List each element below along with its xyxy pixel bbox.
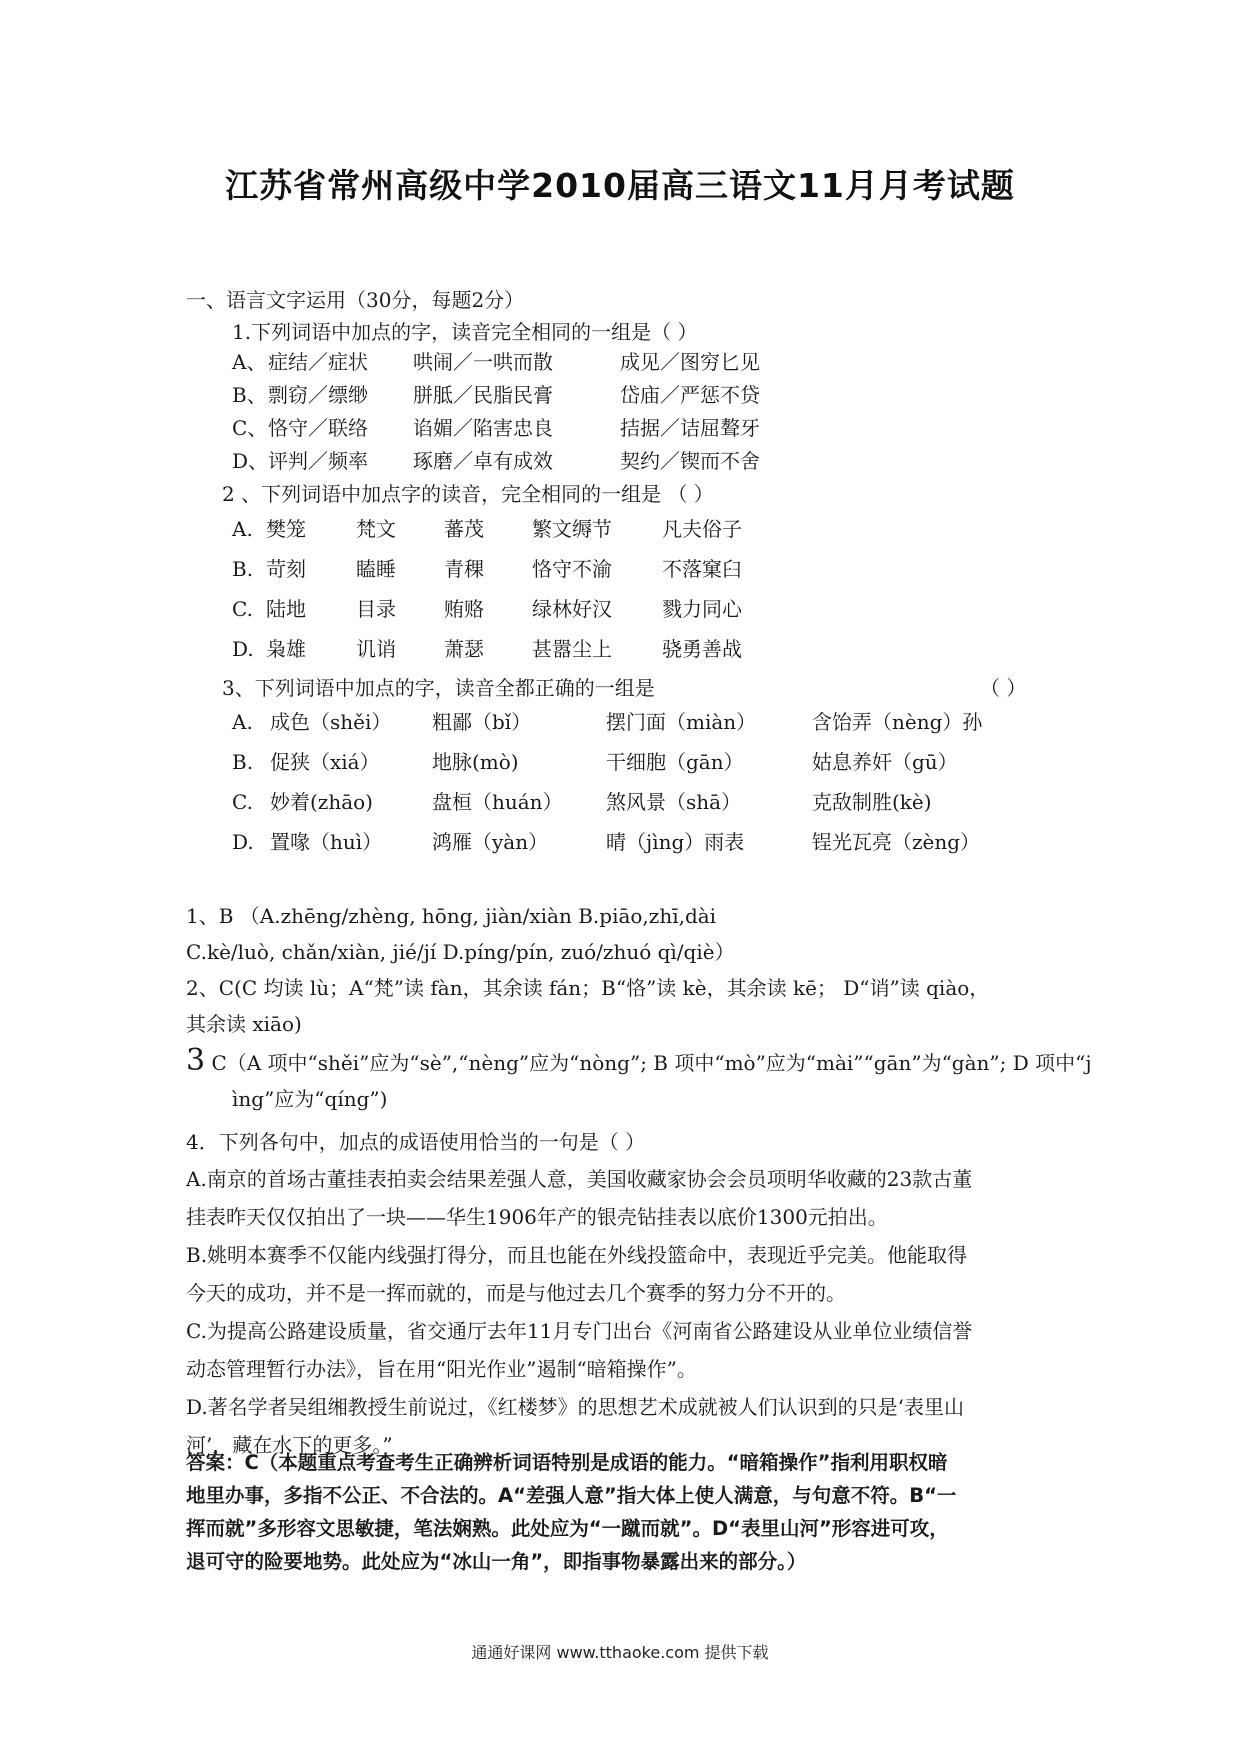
q3-option-c-item4: 克敌制胜(kè) [812, 790, 932, 814]
q4-options [186, 1160, 1066, 1464]
q2-option-a-item4: 繁文缛节 [532, 517, 612, 541]
q4-option-d-line1: D.著名学者吴组缃教授生前说过，《红楼梦》的思想艺术成就被人们认识到的只是‘表里山 [186, 1395, 965, 1419]
answer-1-line2: C.kè/luò, chǎn/xiàn, jié/jí D.píng/pín, zuó/zhuó qì/qiè） [186, 940, 735, 964]
q3-option-a-item3: 摆门面（miàn） [606, 710, 757, 734]
section-heading: 一、语言文字运用（30分，每题2分） [186, 288, 525, 312]
q3-option-b-letter: B. [232, 750, 254, 774]
answer-2-line2: 其余读 xiāo) [186, 1012, 302, 1036]
answer-3-line2: ìng”应为“qíng”) [232, 1087, 388, 1111]
q2-option-b-letter: B. [232, 557, 254, 581]
q2-option-a-letter: A. [232, 517, 253, 541]
q1-option-d-item3: 契约／锲而不舍 [620, 449, 760, 473]
q4-answer-line1: 答案：C（本题重点考查考生正确辨析词语特别是成语的能力。“暗箱操作”指利用职权暗 [186, 1451, 948, 1474]
q4-option-a-line1: A.南京的首场古董挂表拍卖会结果差强人意，美国收藏家协会会员项明华收藏的23款古董 [186, 1167, 973, 1191]
q1-option-a-item2: 哄闹／一哄而散 [413, 350, 553, 374]
q3-option-a-letter: A. [232, 710, 253, 734]
q4-answer-line4: 退可守的险要地势。此处应为“冰山一角”，即指事物暴露出来的部分。） [186, 1550, 807, 1573]
q2-option-d-item2: 讥诮 [356, 637, 396, 661]
q2-option-c-item5: 戮力同心 [662, 597, 742, 621]
q2-option-a-item3: 蕃茂 [444, 517, 484, 541]
q3-option-a-item1: 成色（shěi） [270, 710, 392, 734]
page-footer: 通通好课网 www.tthaoke.com 提供下载 [471, 1643, 769, 1662]
q2-option-a-item5: 凡夫俗子 [662, 517, 742, 541]
q2-option-c-item1: 陆地 [266, 597, 306, 621]
q3-option-c-item1: 妙着(zhāo) [270, 790, 373, 814]
q2-option-b-item5: 不落窠臼 [662, 557, 742, 581]
q2-option-c-item3: 贿赂 [444, 597, 484, 621]
answer-3-line1: C（A 项中“shěi”应为“sè”,“nèng”应为“nòng”; B 项中“mò”应为“mài”“gān”为“gàn”; D 项中“j [205, 1051, 1092, 1075]
q4-stem: 4．下列各句中，加点的成语使用恰当的一句是（ ） [186, 1130, 646, 1154]
q4-option-c-line2: 动态管理暂行办法》，旨在用“阳光作业”遏制“暗箱操作”。 [186, 1357, 697, 1381]
q3-option-b-item1: 促狭（xiá） [270, 750, 380, 774]
q3-option-b-item4: 姑息养奸（gū） [812, 750, 958, 774]
q4-option-d-line2: 河’，藏在水下的更多。” [186, 1433, 393, 1457]
q2-stem: 2 、下列词语中加点字的读音，完全相同的一组是 （ ） [222, 482, 714, 506]
q1-option-b-item1: 剽窃／缥缈 [268, 383, 368, 407]
q2-option-c-letter: C. [232, 597, 253, 621]
q2-option-a-item2: 梵文 [356, 517, 396, 541]
q1-option-a-letter: A、 [232, 350, 267, 374]
q1-stem: 1.下列词语中加点的字，读音完全相同的一组是（ ） [232, 320, 698, 344]
q1-option-a-item1: 症结／症状 [268, 350, 368, 374]
q3-option-c-item3: 煞风景（shā） [606, 790, 742, 814]
q1-option-d-letter: D、 [232, 449, 269, 473]
q4-option-b-line2: 今天的成功，并不是一挥而就的，而是与他过去几个赛季的努力分不开的。 [186, 1281, 846, 1305]
answer-1-line1: 1、B （A.zhēng/zhèng, hōng, jiàn/xiàn B.piāo,zhī,dài [186, 904, 717, 928]
q2-option-d-item1: 枭雄 [266, 637, 306, 661]
q3-option-b-item2: 地脉(mò) [432, 750, 519, 774]
q4-option-a-line2: 挂表昨天仅仅拍出了一块——华生1906年产的银壳钻挂表以底价1300元拍出。 [186, 1205, 888, 1229]
q4-answer-line3: 挥而就”多形容文思敏捷，笔法娴熟。此处应为“一蹴而就”。D“表里山河”形容进可攻， [186, 1517, 949, 1540]
q2-option-d-letter: D. [232, 637, 254, 661]
q1-option-c-item1: 恪守／联络 [268, 416, 368, 440]
q3-option-b-item3: 干细胞（gān） [606, 750, 744, 774]
q4-answer-line2: 地里办事，多指不公正、不合法的。A“差强人意”指大体上使人满意，与句意不符。B“一 [186, 1484, 957, 1507]
q2-option-d-item4: 甚嚣尘上 [532, 637, 612, 661]
q1-option-c-letter: C、 [232, 416, 268, 440]
q4-block [186, 1126, 1066, 1158]
q1-option-b-item2: 胼胝／民脂民膏 [413, 383, 553, 407]
answer-3 [186, 1043, 1092, 1117]
q3-option-a-item4: 含饴弄（nèng）孙 [812, 710, 983, 734]
q4-option-b-line1: B.姚明本赛季不仅能内线强打得分，而且也能在外线投篮命中，表现近乎完美。他能取得 [186, 1243, 968, 1267]
answers-1-3 [186, 898, 1066, 1042]
q3-option-c-item2: 盘桓（huán） [432, 790, 563, 814]
q3-option-d-item3: 晴（jìng）雨表 [606, 830, 745, 854]
q2-option-b-item1: 苛刻 [266, 557, 306, 581]
q2-option-c-item4: 绿林好汉 [532, 597, 612, 621]
q3-option-d-item1: 置喙（huì） [270, 830, 383, 854]
q2-option-a-item1: 樊笼 [266, 517, 306, 541]
q2-option-b-item4: 恪守不渝 [532, 557, 612, 581]
q4-option-c-line1: C.为提高公路建设质量，省交通厅去年11月专门出台《河南省公路建设从业单位业绩信誉 [186, 1319, 973, 1343]
q1-option-c-item3: 拮据／诘屈聱牙 [620, 416, 760, 440]
answer-2-line1: 2、C(C 均读 lù；A“梵”读 fàn，其余读 fán；B“恪”读 kè，其余读 kē； D“诮”读 qiào， [186, 976, 990, 1000]
q2-option-b-item3: 青稞 [444, 557, 484, 581]
q1-option-b-letter: B、 [232, 383, 267, 407]
q3-stem: 3、下列词语中加点的字，读音全都正确的一组是 [222, 676, 655, 700]
q1-option-b-item3: 岱庙／严惩不贷 [620, 383, 760, 407]
q2-option-d-item5: 骁勇善战 [662, 637, 742, 661]
q3-option-c-letter: C. [232, 790, 253, 814]
q1-option-c-item2: 谄媚／陷害忠良 [413, 416, 553, 440]
answer-3-number: 3 [186, 1043, 206, 1078]
q1-option-d-item2: 琢磨／卓有成效 [413, 449, 553, 473]
q2-option-b-item2: 瞌睡 [356, 557, 396, 581]
q4-answer [186, 1446, 1066, 1578]
q1-option-a-item3: 成见／图穷匕见 [620, 350, 760, 374]
q3-option-d-item2: 鸿雁（yàn） [432, 830, 549, 854]
q3-option-a-item2: 粗鄙（bǐ） [432, 710, 532, 734]
q3-option-d-letter: D. [232, 830, 254, 854]
q1-option-d-item1: 评判／频率 [268, 449, 368, 473]
q3-answer-paren: （ ） [980, 676, 1027, 700]
q2-option-d-item3: 萧瑟 [444, 637, 484, 661]
q3-option-d-item4: 锃光瓦亮（zèng） [812, 830, 981, 854]
page-title: 江苏省常州高级中学2010届高三语文11月月考试题 [225, 166, 1015, 205]
q2-option-c-item2: 目录 [356, 597, 396, 621]
